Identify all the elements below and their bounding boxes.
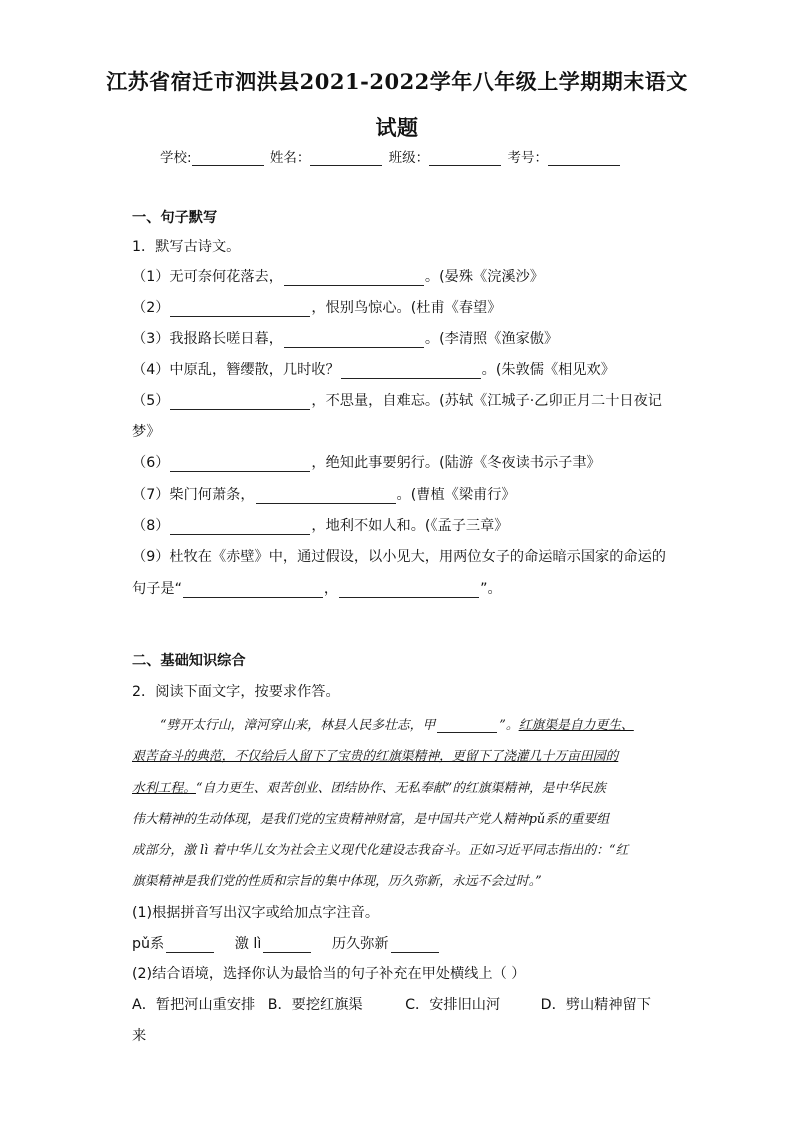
pinyin-item: 历久弥新 xyxy=(331,936,389,952)
question-1: 1．默写古诗文。 xyxy=(132,239,241,255)
passage-line xyxy=(132,808,662,827)
answer-blank[interactable] xyxy=(256,489,396,504)
passage-text: 伟大精神的生动体现，是我们党的宝贵精神财富，是中国共产党人精神pǔ系的重要组 xyxy=(132,812,610,827)
option-d[interactable]: D．劈山精神留下 xyxy=(540,997,651,1013)
passage-underlined-text: 水利工程。 xyxy=(132,781,196,796)
fill-item-suffix: ，绝知此事要躬行。(陆游《冬夜读书示子聿》 xyxy=(311,455,601,471)
answer-blank[interactable] xyxy=(284,271,424,286)
exam-no-field[interactable] xyxy=(548,152,620,166)
options-row xyxy=(132,994,651,1014)
passage-line xyxy=(132,870,662,889)
section1-heading: 一、句子默写 xyxy=(132,210,218,226)
fill-item-suffix: 。(李清照《渔家傲》 xyxy=(424,331,559,347)
passage-text: “自力更生、艰苦创业、团结协作、无私奉献”的红旗渠精神，是中华民族 xyxy=(195,781,606,796)
fill-item xyxy=(132,266,544,286)
answer-blank[interactable] xyxy=(341,364,481,379)
passage-text: ”。 xyxy=(499,718,519,733)
section2-heading: 二、基础知识综合 xyxy=(132,653,246,669)
sub-question-2: (2)结合语境，选择你认为最恰当的句子补充在甲处横线上（ ） xyxy=(132,966,526,982)
sub-question-1: (1)根据拼音写出汉字或给加点字注音。 xyxy=(132,905,380,921)
school-field[interactable] xyxy=(192,152,264,166)
pinyin-item: pǔ系 xyxy=(132,936,165,952)
item-9-suffix: ”。 xyxy=(480,581,502,597)
answer-blank-jia[interactable] xyxy=(437,718,497,733)
school-label: 学校: xyxy=(160,150,192,166)
fill-item xyxy=(132,515,508,535)
passage-text: 成部分，激 lì 着中华儿女为社会主义现代化建设志我奋斗。正如习近平同志指出的：“红 xyxy=(132,843,629,858)
fill-item xyxy=(132,421,160,441)
student-info-row xyxy=(160,146,622,166)
pinyin-row xyxy=(132,933,441,953)
fill-item-prefix: （1）无可奈何花落去， xyxy=(132,269,283,285)
class-label: 班级： xyxy=(388,150,430,166)
passage-underlined-text: 红旗渠是自力更生、 xyxy=(518,718,634,733)
option-d-wrap: 来 xyxy=(132,1028,147,1044)
passage-line xyxy=(132,745,662,764)
fill-item-suffix: ，地利不如人和。(《孟子三章》 xyxy=(311,518,509,534)
fill-item-suffix: ，恨别鸟惊心。(杜甫《春望》 xyxy=(311,300,502,316)
item-9-prefix: 句子是“ xyxy=(132,581,182,597)
answer-blank[interactable] xyxy=(170,302,310,317)
fill-item xyxy=(132,297,501,317)
document-title: 江苏省宿迁市泗洪县2021-2022学年八年级上学期期末语文 xyxy=(106,69,688,94)
passage-text: 旗渠精神是我们党的性质和宗旨的集中体现，历久弥新，永远不会过时。” xyxy=(132,874,542,889)
pinyin-item: 激 lì xyxy=(234,936,262,952)
question-2: 2．阅读下面文字，按要求作答。 xyxy=(132,684,340,700)
item-9-line1: （9）杜牧在《赤壁》中，通过假设，以小见大，用两位女子的命运暗示国家的命运的 xyxy=(132,549,666,565)
fill-item-suffix: 。(晏殊《浣溪沙》 xyxy=(424,269,544,285)
class-field[interactable] xyxy=(429,152,501,166)
answer-blank[interactable] xyxy=(170,395,310,410)
passage-line xyxy=(132,839,662,858)
fill-item-prefix: （5） xyxy=(132,393,170,409)
answer-blank[interactable] xyxy=(183,583,323,598)
name-label: 姓名： xyxy=(269,150,311,166)
name-field[interactable] xyxy=(310,152,382,166)
fill-item-prefix: （2） xyxy=(132,300,170,316)
fill-item-suffix: 。(曹植《梁甫行》 xyxy=(396,487,516,503)
answer-blank[interactable] xyxy=(284,333,424,348)
answer-blank[interactable] xyxy=(170,457,310,472)
item-9-mid: ， xyxy=(323,581,339,597)
fill-item-prefix: （7）柴门何萧条， xyxy=(132,487,255,503)
option-a[interactable]: A．暂把河山重安排 xyxy=(132,997,256,1013)
answer-blank[interactable] xyxy=(166,938,214,953)
passage-line xyxy=(132,777,662,796)
fill-item xyxy=(132,359,615,379)
passage-line xyxy=(132,714,662,733)
fill-item xyxy=(132,390,662,410)
item-9-line2 xyxy=(132,578,502,598)
answer-blank[interactable] xyxy=(263,938,311,953)
answer-blank[interactable] xyxy=(391,938,439,953)
fill-item-suffix: ，不思量，自难忘。(苏轼《江城子·乙卯正月二十日夜记 xyxy=(311,393,662,409)
answer-blank[interactable] xyxy=(339,583,479,598)
passage-underlined-text: 艰苦奋斗的典范，不仅给后人留下了宝贵的红旗渠精神，更留下了浇灌几十万亩田园的 xyxy=(132,749,619,764)
fill-item-prefix: （4）中原乱，簪缨散，几时收？ xyxy=(132,362,340,378)
fill-item-prefix: （6） xyxy=(132,455,170,471)
fill-item-prefix: （3）我报路长嗟日暮， xyxy=(132,331,283,347)
fill-item xyxy=(132,328,558,348)
exam-no-label: 考号： xyxy=(507,150,548,166)
fill-item-suffix: 。(朱敦儒《相见欢》 xyxy=(481,362,615,378)
passage-text: “劈开太行山，漳河穿山来，林县人民多壮志，甲 xyxy=(160,718,436,733)
fill-item xyxy=(132,452,601,472)
fill-item-prefix: 梦》 xyxy=(132,424,161,440)
option-c[interactable]: C．安排旧山河 xyxy=(405,997,501,1013)
option-b[interactable]: B．要挖红旗渠 xyxy=(267,997,363,1013)
fill-item xyxy=(132,484,516,504)
answer-blank[interactable] xyxy=(170,520,310,535)
fill-item-prefix: （8） xyxy=(132,518,170,534)
document-title-cont: 试题 xyxy=(375,115,419,140)
